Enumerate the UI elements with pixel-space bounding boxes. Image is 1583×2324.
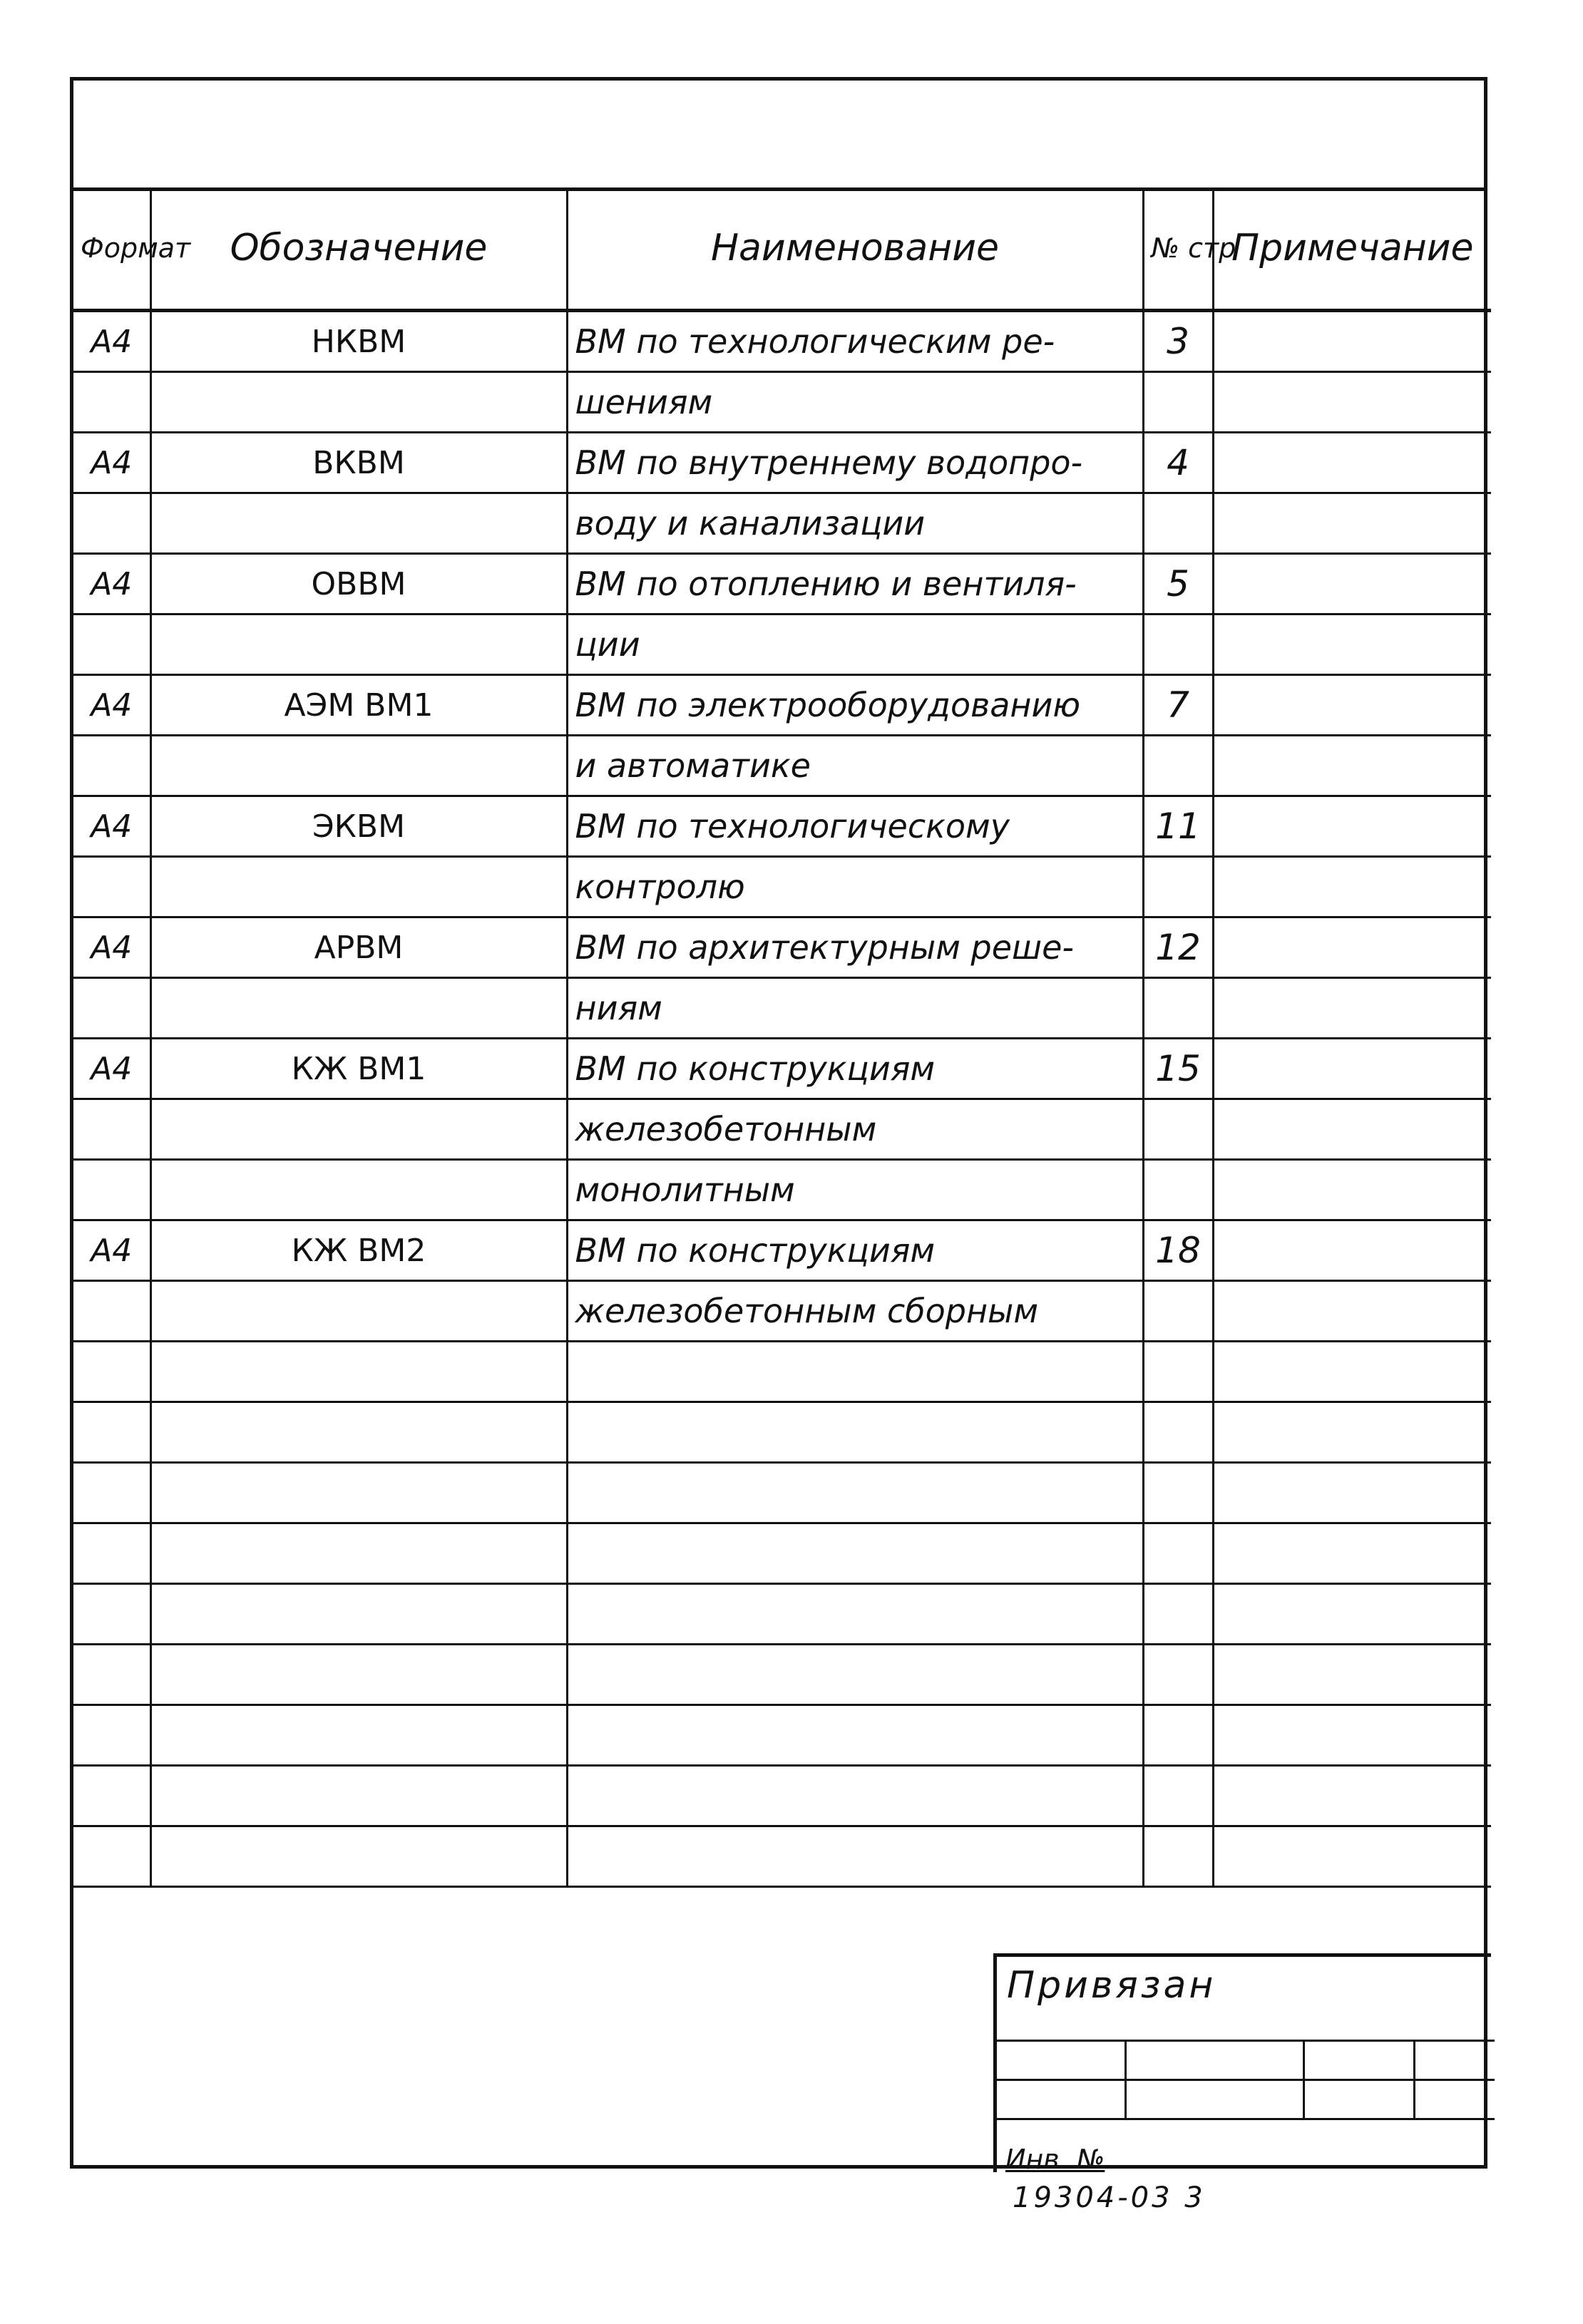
cell-page — [1143, 372, 1213, 433]
table-row — [73, 917, 1491, 978]
cell-page — [1143, 1342, 1213, 1402]
cell-page — [1143, 857, 1213, 917]
cell-page — [1143, 1402, 1213, 1463]
stamp-cell — [1414, 2041, 1495, 2080]
cell-note — [1213, 857, 1491, 917]
cell-format — [73, 1766, 150, 1826]
cell-designation: КЖ ВМ1 — [150, 1039, 567, 1099]
cell-format — [73, 615, 150, 675]
table-row — [73, 1039, 1491, 1099]
cell-format — [73, 493, 150, 554]
cell-designation: ЭКВМ — [150, 796, 567, 857]
cell-page — [1143, 1160, 1213, 1220]
cell-page — [1143, 493, 1213, 554]
cell-page: 12 — [1143, 917, 1213, 978]
header-format: Формат — [73, 187, 150, 311]
table-row — [73, 796, 1491, 857]
cell-format — [73, 1281, 150, 1342]
cell-name: монолитным — [567, 1160, 1143, 1220]
cell-designation — [150, 1463, 567, 1523]
cell-note — [1213, 1220, 1491, 1281]
table-row — [73, 1281, 1491, 1342]
cell-note — [1213, 917, 1491, 978]
table-row — [73, 1160, 1491, 1220]
cell-format: А4 — [73, 311, 150, 372]
header-page: № стр — [1143, 187, 1213, 311]
stamp-title: Привязан — [1007, 1964, 1216, 2007]
cell-designation — [150, 493, 567, 554]
empty-row — [73, 1523, 1491, 1584]
cell-page: 11 — [1143, 796, 1213, 857]
cell-page — [1143, 978, 1213, 1039]
cell-note — [1213, 675, 1491, 736]
cell-page — [1143, 615, 1213, 675]
cell-note — [1213, 1099, 1491, 1160]
cell-page — [1143, 1584, 1213, 1645]
empty-row — [73, 1645, 1491, 1705]
cell-designation — [150, 978, 567, 1039]
cell-designation — [150, 1645, 567, 1705]
cell-note — [1213, 372, 1491, 433]
cell-note — [1213, 1584, 1491, 1645]
empty-row — [73, 1342, 1491, 1402]
cell-designation — [150, 736, 567, 796]
cell-format — [73, 1160, 150, 1220]
table-body — [73, 311, 1491, 1887]
document-number: 19304-03 3 — [1013, 2181, 1206, 2214]
table-row — [73, 311, 1491, 372]
cell-format — [73, 1645, 150, 1705]
specification-table — [73, 187, 1491, 1888]
cell-name — [567, 1523, 1143, 1584]
table-header-row — [73, 187, 1491, 311]
cell-designation — [150, 1766, 567, 1826]
cell-page: 5 — [1143, 554, 1213, 615]
cell-designation: АРВМ — [150, 917, 567, 978]
cell-page — [1143, 1705, 1213, 1766]
stamp-cell — [997, 2080, 1125, 2119]
table-row — [73, 372, 1491, 433]
cell-designation — [150, 1281, 567, 1342]
table-row — [73, 857, 1491, 917]
title-stamp — [993, 1953, 1491, 2175]
stamp-cell — [1414, 2080, 1495, 2119]
cell-note — [1213, 1281, 1491, 1342]
cell-page: 15 — [1143, 1039, 1213, 1099]
cell-format — [73, 1463, 150, 1523]
table-row — [73, 978, 1491, 1039]
cell-name — [567, 1342, 1143, 1402]
cell-name — [567, 1826, 1143, 1887]
empty-row — [73, 1402, 1491, 1463]
cell-note — [1213, 1160, 1491, 1220]
stamp-cell — [1303, 2041, 1414, 2080]
cell-designation — [150, 1705, 567, 1766]
table-row — [73, 736, 1491, 796]
cell-name — [567, 1463, 1143, 1523]
cell-name: шениям — [567, 372, 1143, 433]
cell-name: ниям — [567, 978, 1143, 1039]
cell-format: А4 — [73, 1220, 150, 1281]
cell-format — [73, 736, 150, 796]
cell-name — [567, 1402, 1143, 1463]
cell-format — [73, 1099, 150, 1160]
cell-format: А4 — [73, 796, 150, 857]
inventory-number-label: Инв. № — [1005, 2144, 1105, 2175]
cell-designation — [150, 857, 567, 917]
empty-row — [73, 1766, 1491, 1826]
cell-format — [73, 1826, 150, 1887]
cell-format — [73, 1705, 150, 1766]
table-row — [73, 1099, 1491, 1160]
cell-name — [567, 1705, 1143, 1766]
cell-name — [567, 1584, 1143, 1645]
cell-page — [1143, 1463, 1213, 1523]
cell-page: 4 — [1143, 433, 1213, 493]
cell-note — [1213, 1463, 1491, 1523]
cell-name — [567, 1766, 1143, 1826]
cell-note — [1213, 311, 1491, 372]
cell-format — [73, 1584, 150, 1645]
cell-designation — [150, 1523, 567, 1584]
cell-note — [1213, 1645, 1491, 1705]
cell-format — [73, 978, 150, 1039]
empty-row — [73, 1705, 1491, 1766]
cell-format — [73, 857, 150, 917]
cell-designation: ВКВМ — [150, 433, 567, 493]
cell-designation — [150, 1826, 567, 1887]
cell-format — [73, 1342, 150, 1402]
cell-name — [567, 1645, 1143, 1705]
cell-name: и автоматике — [567, 736, 1143, 796]
table-row — [73, 433, 1491, 493]
stamp-cell — [997, 2041, 1125, 2080]
cell-note — [1213, 433, 1491, 493]
cell-name: ции — [567, 615, 1143, 675]
stamp-cell — [1303, 2080, 1414, 2119]
cell-format: А4 — [73, 917, 150, 978]
cell-format: А4 — [73, 1039, 150, 1099]
cell-note — [1213, 1342, 1491, 1402]
cell-name: ВМ по архитектурным реше- — [567, 917, 1143, 978]
empty-row — [73, 1584, 1491, 1645]
cell-format — [73, 372, 150, 433]
cell-note — [1213, 1766, 1491, 1826]
cell-page — [1143, 1766, 1213, 1826]
cell-page — [1143, 1826, 1213, 1887]
cell-designation: КЖ ВМ2 — [150, 1220, 567, 1281]
stamp-cell — [1125, 2041, 1303, 2080]
cell-designation — [150, 615, 567, 675]
cell-page: 7 — [1143, 675, 1213, 736]
cell-name: ВМ по конструкциям — [567, 1039, 1143, 1099]
cell-designation — [150, 1342, 567, 1402]
cell-note — [1213, 736, 1491, 796]
empty-row — [73, 1826, 1491, 1887]
cell-name: ВМ по технологическим ре- — [567, 311, 1143, 372]
cell-format: А4 — [73, 433, 150, 493]
cell-page — [1143, 736, 1213, 796]
cell-note — [1213, 1039, 1491, 1099]
stamp-cell — [1125, 2080, 1303, 2119]
cell-page: 18 — [1143, 1220, 1213, 1281]
cell-designation: АЭМ ВМ1 — [150, 675, 567, 736]
cell-designation: НКВМ — [150, 311, 567, 372]
table-row — [73, 1220, 1491, 1281]
cell-page — [1143, 1281, 1213, 1342]
table-row — [73, 554, 1491, 615]
cell-page — [1143, 1523, 1213, 1584]
cell-note — [1213, 796, 1491, 857]
cell-name: ВМ по технологическому — [567, 796, 1143, 857]
header-name: Наименование — [567, 187, 1143, 311]
cell-page: 3 — [1143, 311, 1213, 372]
cell-note — [1213, 1523, 1491, 1584]
stamp-grid — [997, 2040, 1495, 2120]
cell-format: А4 — [73, 675, 150, 736]
table-row — [73, 675, 1491, 736]
cell-note — [1213, 978, 1491, 1039]
cell-designation — [150, 1402, 567, 1463]
cell-name: ВМ по отоплению и вентиля- — [567, 554, 1143, 615]
cell-designation — [150, 1584, 567, 1645]
drawing-sheet — [70, 77, 1487, 2175]
cell-name: ВМ по внутреннему водопро- — [567, 433, 1143, 493]
cell-name: контролю — [567, 857, 1143, 917]
cell-name: ВМ по конструкциям — [567, 1220, 1143, 1281]
table-row — [73, 493, 1491, 554]
cell-format — [73, 1523, 150, 1584]
cell-designation — [150, 1099, 567, 1160]
cell-name: воду и канализации — [567, 493, 1143, 554]
cell-name: ВМ по электрооборудованию — [567, 675, 1143, 736]
header-note: Примечание — [1213, 187, 1491, 311]
header-designation: Обозначение — [150, 187, 567, 311]
cell-note — [1213, 1826, 1491, 1887]
sheet-top-band — [73, 81, 1484, 191]
cell-note — [1213, 493, 1491, 554]
cell-designation — [150, 372, 567, 433]
cell-page — [1143, 1645, 1213, 1705]
cell-note — [1213, 554, 1491, 615]
cell-designation: ОВВМ — [150, 554, 567, 615]
cell-note — [1213, 615, 1491, 675]
cell-note — [1213, 1402, 1491, 1463]
cell-name: железобетонным сборным — [567, 1281, 1143, 1342]
cell-designation — [150, 1160, 567, 1220]
cell-note — [1213, 1705, 1491, 1766]
empty-row — [73, 1463, 1491, 1523]
cell-format — [73, 1402, 150, 1463]
cell-name: железобетонным — [567, 1099, 1143, 1160]
cell-format: А4 — [73, 554, 150, 615]
table-row — [73, 615, 1491, 675]
cell-page — [1143, 1099, 1213, 1160]
